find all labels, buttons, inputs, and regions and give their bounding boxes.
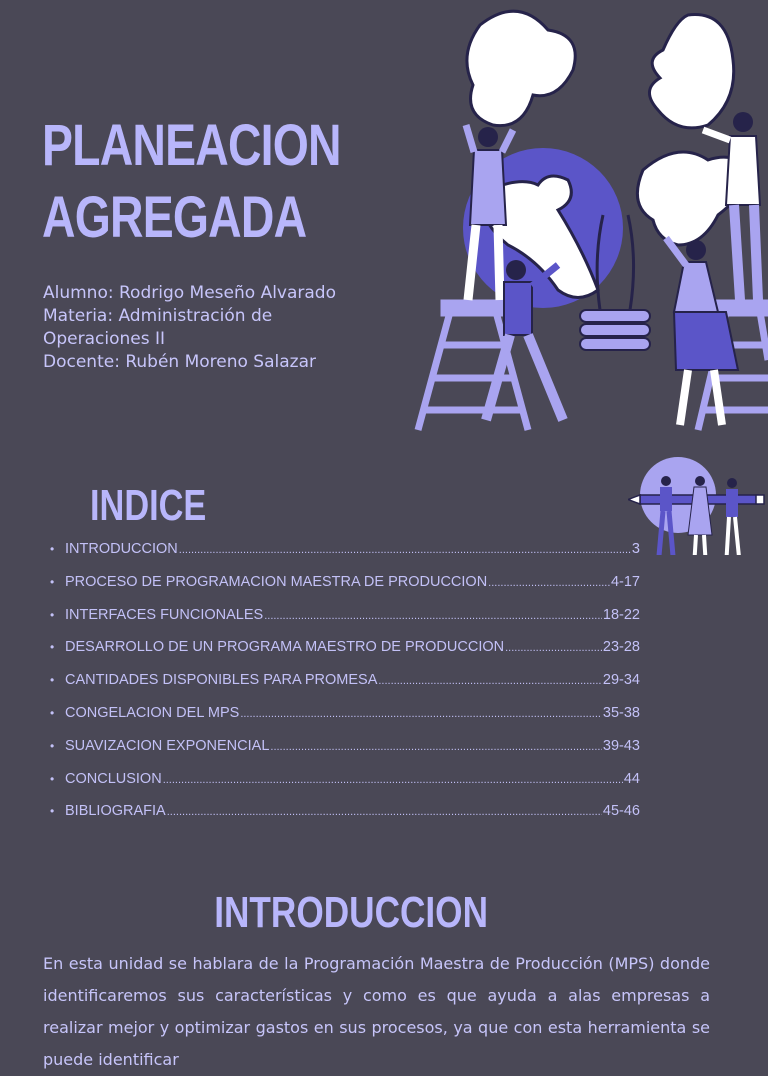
toc-item[interactable] [50,541,640,574]
dot-leader [179,544,631,556]
subject-name: Materia: Administración de Operaciones II [43,306,273,349]
introduction-title-text: INTRODUCCION [214,888,488,937]
dot-leader [163,774,623,786]
toc-item-pages: 44 [623,770,640,787]
toc-item-label: INTRODUCCION [65,541,178,557]
toc-item[interactable] [50,672,640,705]
dot-leader [270,741,602,753]
cover-details [43,282,373,374]
toc-item-pages: 45-46 [602,803,640,820]
toc-item-pages: 23-28 [602,639,640,656]
toc-item-pages: 4-17 [610,573,640,590]
dot-leader [167,806,602,818]
bullet-icon: • [50,673,55,688]
dot-leader [505,642,602,654]
toc-item[interactable] [50,738,640,771]
toc-item-label: CONCLUSION [65,770,162,787]
puzzle-piece-icon [649,15,733,128]
dot-leader [264,610,602,622]
introduction-title [0,886,702,940]
puzzle-piece-icon [467,11,575,125]
toc-item[interactable] [50,771,640,804]
introduction-text: En esta unidad se hablara de la Programación Maestra de Producción (MPS) donde identificaremos sus características y como es que ayuda a alas empresas a realizar mejor y optimizar gastos en sus procesos, ya que con esta herramienta se puede identificar [43,954,710,1069]
title-line-1: PLANEACION [42,113,341,178]
toc-item[interactable] [50,705,640,738]
toc-item-label: DESARROLLO DE UN PROGRAMA MAESTRO DE PRODUCCION [65,639,505,656]
bullet-icon: • [50,738,55,753]
bullet-icon: • [50,705,55,720]
toc-item-pages: 35-38 [602,704,640,721]
toc-item-label: BIBLIOGRAFIA [65,803,166,820]
bullet-icon: • [50,542,55,556]
bullet-icon: • [50,804,55,819]
index-title: INDICE [90,481,207,530]
toc-item-pages: 39-43 [602,737,640,754]
document-title [42,110,341,254]
toc-item[interactable] [50,607,640,640]
toc-item-label: CANTIDADES DISPONIBLES PARA PROMESA [65,672,378,689]
toc-item[interactable] [50,574,640,607]
bullet-icon: • [50,640,55,655]
dot-leader [240,708,602,720]
toc-item-label: PROCESO DE PROGRAMACION MAESTRA DE PRODUCCION [65,573,488,590]
person-icon [726,478,740,555]
title-line-2: AGREGADA [42,185,307,250]
bullet-icon: • [50,574,55,589]
student-name: Alumno: Rodrigo Meseño Alvarado [43,283,336,303]
toc-item[interactable] [50,639,640,672]
dot-leader [378,675,602,687]
table-of-contents [50,541,640,836]
toc-item-label: INTERFACES FUNCIONALES [65,606,264,623]
toc-item-pages: 18-22 [602,606,640,623]
toc-item-pages: 3 [631,541,640,557]
teacher-name: Docente: Rubén Moreno Salazar [43,352,316,372]
puzzle-teamwork-illustration [408,0,768,440]
bullet-icon: • [50,771,55,786]
dot-leader [488,577,610,589]
bullet-icon: • [50,607,55,622]
toc-item-pages: 29-34 [602,672,640,689]
toc-item-label: CONGELACION DEL MPS [65,704,240,721]
team-pencil-illustration [628,455,768,555]
person-icon [666,238,738,425]
toc-item-label: SUAVIZACION EXPONENCIAL [65,737,270,754]
toc-item[interactable] [50,803,640,836]
